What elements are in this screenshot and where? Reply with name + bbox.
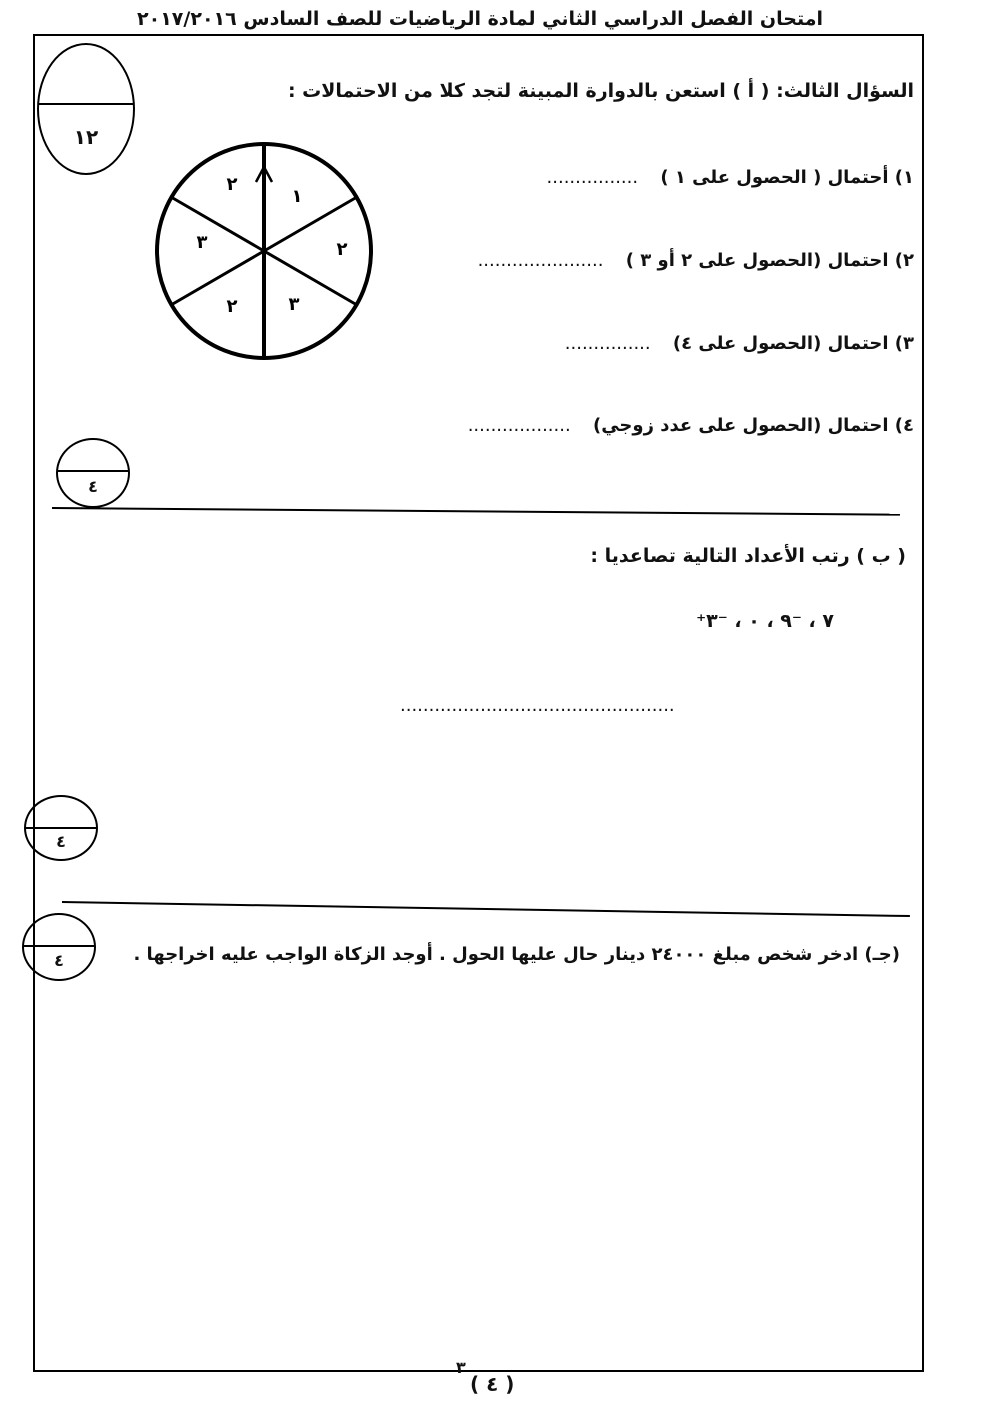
part-a-score: ٤ (88, 477, 98, 496)
part-c-question: (جـ) ادخر شخص مبلغ ٢٤٠٠٠ دينار حال عليها الحول . أوجد الزكاة الواجب عليه اخراجها . (133, 944, 900, 965)
item-label: ٣) احتمال (الحصول على ٤) (672, 333, 914, 354)
item-label: ٢) احتمال (الحصول على ٢ أو ٣ ) (625, 250, 914, 271)
spinner-sector-label: ٣ (196, 232, 208, 253)
sheet-number: ٣ (456, 1358, 466, 1377)
part-c-score: ٤ (54, 951, 64, 970)
answer-blank[interactable]: ................ (546, 167, 639, 188)
part-b-score: ٤ (56, 832, 66, 851)
question-total-score: ١٢ (73, 125, 99, 149)
part-b-answer-blank[interactable]: ................................................ (400, 695, 675, 716)
probability-item (547, 167, 914, 188)
answer-blank[interactable]: ............... (564, 333, 651, 354)
part-b-score-circle (24, 795, 98, 861)
question-title: السؤال الثالث: ( أ ) استعن بالدوارة المبينة لتجد كلا من الاحتمالات : (287, 80, 914, 102)
part-b-title: ( ب ) رتب الأعداد التالية تصاعديا : (590, 545, 906, 567)
part-a-score-circle (56, 438, 130, 508)
page-number: ( ٤ ) (470, 1372, 515, 1396)
numbers-to-order: ⁺٧ ، ⁻٩ ، ٠ ، ⁻٣ (696, 610, 834, 632)
answer-blank[interactable]: ...................... (477, 250, 604, 271)
spinner-divider (171, 197, 264, 251)
answer-blank[interactable]: .................. (467, 415, 571, 436)
question-total-score-oval (37, 43, 135, 175)
item-label: ٤) احتمال (الحصول على عدد زوجي) (592, 415, 914, 436)
spinner-sector-label: ٢ (336, 239, 348, 260)
part-c-score-circle (22, 913, 96, 981)
exam-header: امتحان الفصل الدراسي الثاني لمادة الرياضيات للصف السادس ٢٠١٧/٢٠١٦ (137, 8, 823, 30)
probability-item (468, 415, 914, 436)
item-label: ١) أحتمال ( الحصول على ١ ) (660, 167, 914, 188)
spinner-sector-label: ١ (291, 186, 303, 207)
spinner-divider (171, 251, 264, 305)
spinner-diagram (150, 136, 382, 368)
spinner-sector-label: ٢ (226, 174, 238, 195)
spinner-sector-label: ٣ (288, 294, 300, 315)
probability-item (565, 333, 914, 354)
spinner-sector-label: ٢ (226, 296, 238, 317)
probability-item (478, 250, 914, 271)
